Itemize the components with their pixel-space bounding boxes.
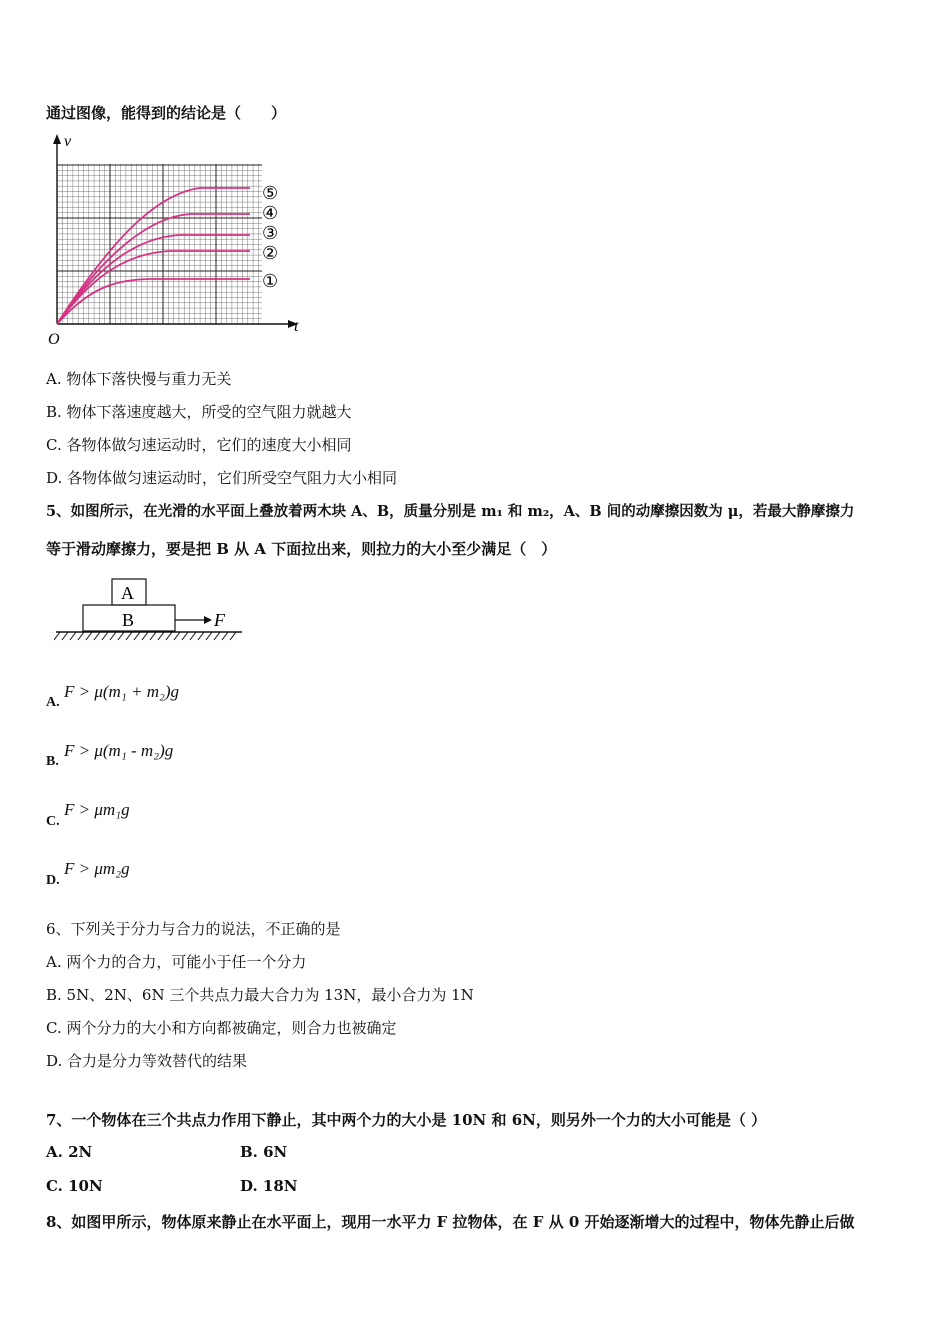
- q6-option-a: A. 两个力的合力，可能小于任一个分力: [46, 953, 307, 971]
- curve-labels: [262, 183, 278, 291]
- q6-option-c: C. 两个分力的大小和方向都被确定，则合力也被确定: [46, 1019, 397, 1037]
- q4-option-b: B. 物体下落速度越大，所受的空气阻力就越大: [46, 403, 352, 421]
- q4-option-c: C. 各物体做匀速运动时，它们的速度大小相同: [46, 436, 352, 454]
- y-axis-arrow: [53, 134, 61, 144]
- q7-option-d: D. 18N: [240, 1177, 298, 1195]
- q6-stem: 6、下列关于分力与合力的说法，不正确的是: [46, 920, 341, 938]
- curve-label-3: ③: [262, 223, 279, 243]
- block-a-label: A: [121, 583, 134, 603]
- force-arrowhead: [204, 616, 212, 624]
- curve-5: [57, 188, 250, 324]
- force-label: F: [214, 610, 225, 630]
- curve-label-2: ②: [262, 243, 279, 263]
- y-axis-label: v: [64, 133, 72, 150]
- origin-label: O: [48, 331, 60, 348]
- q4-option-a: A. 物体下落快慢与重力无关: [46, 370, 232, 388]
- q5-blocks-figure: [54, 576, 254, 646]
- q6-option-d: D. 合力是分力等效替代的结果: [46, 1052, 248, 1070]
- q5-option-c-formula: F > μm₁g: [64, 800, 130, 819]
- q7-option-c: C. 10N: [46, 1177, 103, 1195]
- q5-option-c-label: C.: [46, 814, 60, 829]
- q5-option-d-label: D.: [46, 873, 60, 888]
- velocity-curves: [57, 188, 250, 324]
- q4-vt-graph: [40, 132, 310, 348]
- q5-option-d-formula: F > μm₂g: [64, 859, 130, 878]
- q7-option-a: A. 2N: [46, 1143, 93, 1161]
- curve-label-1: ①: [262, 271, 279, 291]
- q5-option-a-formula: F > μ(m₁ + m₂)g: [64, 682, 180, 701]
- q4-option-d: D. 各物体做匀速运动时，它们所受空气阻力大小相同: [46, 469, 398, 487]
- curve-label-4: ④: [262, 203, 279, 223]
- q5-option-a-label: A.: [46, 695, 60, 710]
- x-axis-label: t: [294, 318, 299, 335]
- ground-hatch: [54, 632, 236, 640]
- q5-option-b-label: B.: [46, 754, 59, 769]
- q8-stem: 8、如图甲所示，物体原来静止在水平面上，现用一水平力 F 拉物体，在 F 从 0 开始逐渐增大的过程中，物体先静止后做: [46, 1213, 855, 1231]
- curve-label-5: ⑤: [262, 183, 279, 203]
- q5-stem-line2: 等于滑动摩擦力，要是把 B 从 A 下面拉出来，则拉力的大小至少满足（ ）: [46, 540, 557, 558]
- q5-stem-line1: 5、如图所示，在光滑的水平面上叠放着两木块 A、B，质量分别是 m₁ 和 m₂，A、B 间的动摩擦因数为 μ，若最大静摩擦力: [46, 503, 855, 520]
- q7-option-b: B. 6N: [240, 1143, 288, 1161]
- q4-stem: 通过图像，能得到的结论是（ ）: [46, 104, 287, 122]
- block-b-label: B: [122, 610, 135, 630]
- q5-option-b-formula: F > μ(m₁ - m₂)g: [64, 741, 174, 760]
- q6-option-b: B. 5N、2N、6N 三个共点力最大合力为 13N，最小合力为 1N: [46, 986, 474, 1004]
- curve-4: [57, 214, 250, 324]
- q7-stem: 7、一个物体在三个共点力作用下静止，其中两个力的大小是 10N 和 6N，则另外一个力的大小可能是（ ）: [46, 1111, 767, 1129]
